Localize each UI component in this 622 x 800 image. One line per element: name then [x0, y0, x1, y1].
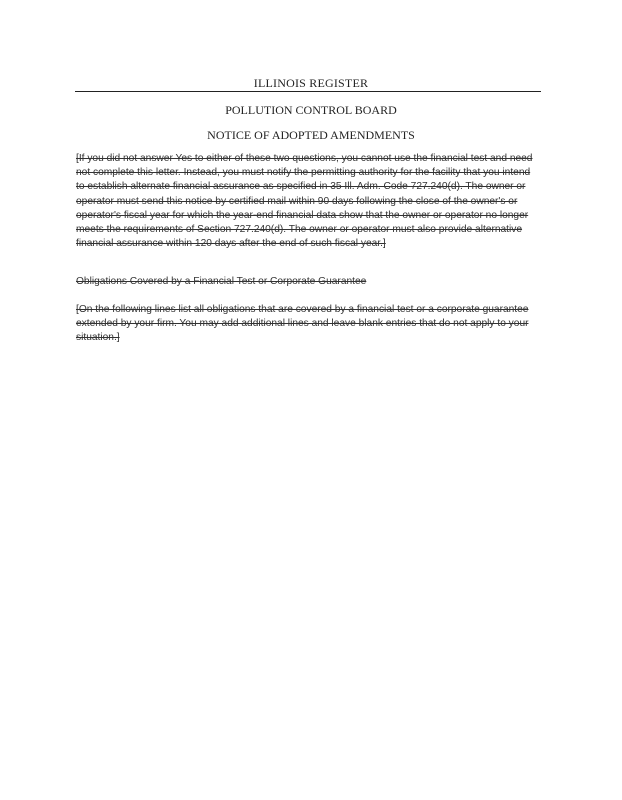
struck-paragraph-obligations: [On the following lines list all obligations that are covered by a financial test or a corporate guarantee extended by your firm. You may add additional lines and leave blank entries that do not apply to your situation.] — [76, 304, 529, 344]
struck-paragraph-instructions: [If you did not answer Yes to either of these two questions, you cannot use the financial test and need not complete this letter. Instead, you must notify the permitting authority for the facility that you intend to establish alternate financial assurance as specified in 35 Ill. Adm. Code 727.240(d). The owner or operator must send this notice by certified mail within 90 days following the close of the owner's or operator's fiscal year for which the year-end financial data show that the owner or operator no longer meets the requirements of Section 727.240(d). The owner or operator must also provide alternative financial assurance within 120 days after the end of such fiscal year.] — [76, 153, 533, 250]
board-name: POLLUTION CONTROL BOARD — [225, 103, 397, 117]
struck-heading-obligations: Obligations Covered by a Financial Test or Corporate Guarantee — [76, 276, 367, 287]
header-rule — [75, 91, 541, 92]
register-title: ILLINOIS REGISTER — [253, 76, 369, 90]
notice-title: NOTICE OF ADOPTED AMENDMENTS — [207, 128, 415, 142]
